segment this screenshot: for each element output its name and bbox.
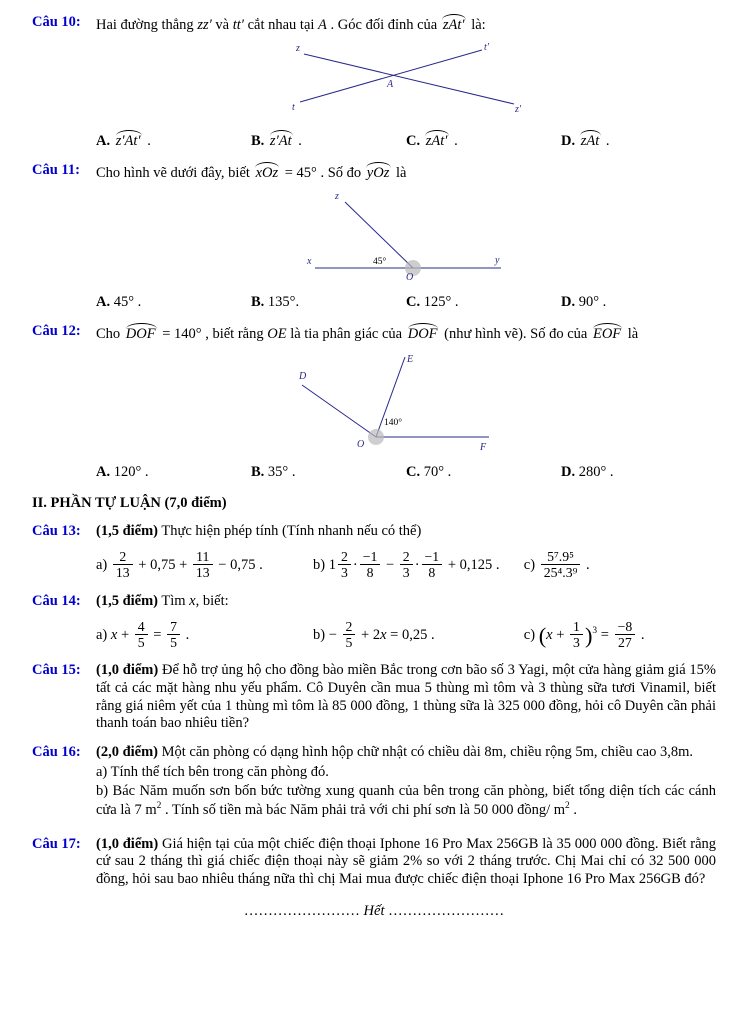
question-13-items <box>96 550 716 582</box>
question-16 <box>32 744 716 820</box>
question-14-item-c: c) (x + $\frac{1}{3}$ )$^3$ = $\frac{-8}{27}$ . <box>523 618 645 650</box>
label-z-prime: z′ <box>515 103 522 115</box>
question-12 <box>32 323 716 481</box>
answer-10-c: C. zAt′ . <box>406 130 561 151</box>
answer-11-a: A. 45° . <box>96 294 142 311</box>
question-17-label: Câu 17: <box>32 835 81 852</box>
line-t-tprime <box>300 50 482 102</box>
question-15-label: Câu 15: <box>32 662 81 679</box>
question-16-label: Câu 16: <box>32 744 81 760</box>
figure-angle-140 <box>291 349 521 457</box>
label-E: E <box>407 353 414 365</box>
label-t-prime: t′ <box>484 41 489 53</box>
question-11 <box>32 162 716 312</box>
question-15-text: (1,0 điểm) Để hỗ trợ ủng hộ cho đồng bào miền Bắc trong cơn bão số 3 Yagi, một cửa hàng giảm giá 15% tất cả các mặt hàng nhu yếu phẩm. Cô Duyên cần mua 5 thùng mì tôm và 3 thùng sữa tươi Vinamil, biết rằng giá niêm yết của 1 thùng mì tôm là 85 000 đồng, 1 thùng sữa là 325 000 đồng, hỏi cô Duyên cần phải thanh toán bao nhiêu tiền? <box>96 662 717 732</box>
answer-10-d: D. zAt . <box>561 130 716 151</box>
label-O: O <box>357 438 365 450</box>
answer-11-d: D. 90° . <box>561 294 607 311</box>
label-x: x <box>307 255 312 267</box>
question-17 <box>32 836 716 889</box>
answer-11-b: B. 135°. <box>251 294 300 311</box>
question-11-answers <box>96 294 716 312</box>
question-10-label: Câu 10: <box>32 14 81 30</box>
answer-11-c: C. 125° . <box>406 294 459 311</box>
question-15 <box>32 662 716 733</box>
angle-value-140: 140° <box>384 417 403 428</box>
question-16-text: (2,0 điểm) Một căn phòng có dạng hình hộp chữ nhật có chiều dài 8m, chiều rộng 5m, chiều cao 3,8m. <box>96 744 693 760</box>
question-13 <box>32 523 716 582</box>
angle-value-45: 45° <box>373 256 387 267</box>
question-12-label: Câu 12: <box>32 323 81 340</box>
label-D: D <box>299 370 307 382</box>
question-17-text: (1,0 điểm) Giá hiện tại của một chiếc điện thoại Iphone 16 Pro Max 256GB là 35 000 000 đồng. Biết rằng cứ sau 2 tháng thì giá chiếc điện thoại này sẽ giảm 2% so với 2 tháng trước. Chị Mai chỉ có 32 500 000 đồng, hỏi sau bao nhiêu tháng nữa thì chị Mai mua được chiếc điện thoại Iphone 16 Pro Max 256GB đó? <box>96 835 717 887</box>
question-13-item-c: c) $\frac{\text{5⁷.9⁵}}{\text{25⁴.3⁹}}$ . <box>523 548 590 581</box>
figure-11-svg <box>301 188 511 282</box>
answer-10-a: A. z′At′ . <box>96 130 251 151</box>
question-14-label: Câu 14: <box>32 592 81 609</box>
label-A: A <box>387 78 394 90</box>
label-z: z <box>296 42 300 54</box>
answer-12-d: D. 280° . <box>561 463 614 480</box>
question-14-item-b: b) − $\frac{2}{5}$ + 2x = 0,25 . <box>313 618 435 650</box>
vertex-dot <box>368 429 384 445</box>
label-t: t <box>292 101 295 113</box>
question-16-sub-a: a) Tính thể tích bên trong căn phòng đó. <box>96 763 329 780</box>
answer-10-b: B. z′At . <box>251 130 406 151</box>
question-16-sub-b: b) Bác Năm muốn sơn bốn bức tường xung quanh của bên trong căn phòng, biết tổng diện tích các cánh cửa là 7 $m^2$ . Tính số tiền mà bác Năm phải trả với chi phí sơn là 50 000 đồng/ $m^2$ . <box>96 783 716 818</box>
figure-10-svg <box>286 40 526 118</box>
question-13-text: (1,5 điểm) Thực hiện phép tính (Tính nhanh nếu có thể) <box>96 522 422 539</box>
question-11-text: Cho hình vẽ dưới đây, biết xOz = 45° . Số đo yOz là <box>96 162 716 183</box>
question-12-answers <box>96 464 716 482</box>
question-10-text: Hai đường thẳng zz′ và tt′ cắt nhau tại A . Góc đối đỉnh của zAt′ là: <box>96 14 716 35</box>
label-F: F <box>480 441 487 451</box>
figure-angle-45 <box>301 188 511 288</box>
label-y: y <box>495 254 500 266</box>
question-14 <box>32 593 716 652</box>
end-marker: …………………… Hết …………………… <box>243 902 505 919</box>
label-z: z <box>335 190 339 202</box>
question-10 <box>32 14 716 151</box>
question-14-text: (1,5 điểm) Tìm x, biết: <box>96 592 229 609</box>
question-13-item-a: a) $\frac{2}{13}$ + 0,75 + $\frac{11}{13}$ − 0,75 . <box>96 548 263 581</box>
label-O: O <box>406 271 414 282</box>
question-10-answers <box>96 130 716 151</box>
answer-12-c: C. 70° . <box>406 463 452 480</box>
question-14-items <box>96 619 716 651</box>
question-14-item-a: a) x + $\frac{4}{5}$ = $\frac{7}{5}$ . <box>96 618 190 650</box>
answer-12-a: A. 120° . <box>96 463 149 480</box>
question-11-label: Câu 11: <box>32 162 80 179</box>
figure-crossing-lines <box>286 40 526 124</box>
question-13-item-b: b) 1 $\frac{2}{3}$ · $\frac{-1}{8}$ − $\frac{2}{3}$ · $\frac{-1}{8}$ + 0,125 . <box>313 548 500 581</box>
answer-12-b: B. 35° . <box>251 463 296 480</box>
figure-12-svg <box>291 349 521 451</box>
section-2-title: II. PHẦN TỰ LUẬN (7,0 điểm) <box>32 495 227 512</box>
question-13-label: Câu 13: <box>32 522 81 539</box>
ray-od <box>302 385 376 437</box>
question-12-text: Cho DOF = 140° , biết rằng OE là tia phân giác của DOF (như hình vẽ). Số đo của EOF là <box>96 323 716 344</box>
line-z-zprime <box>304 54 514 104</box>
